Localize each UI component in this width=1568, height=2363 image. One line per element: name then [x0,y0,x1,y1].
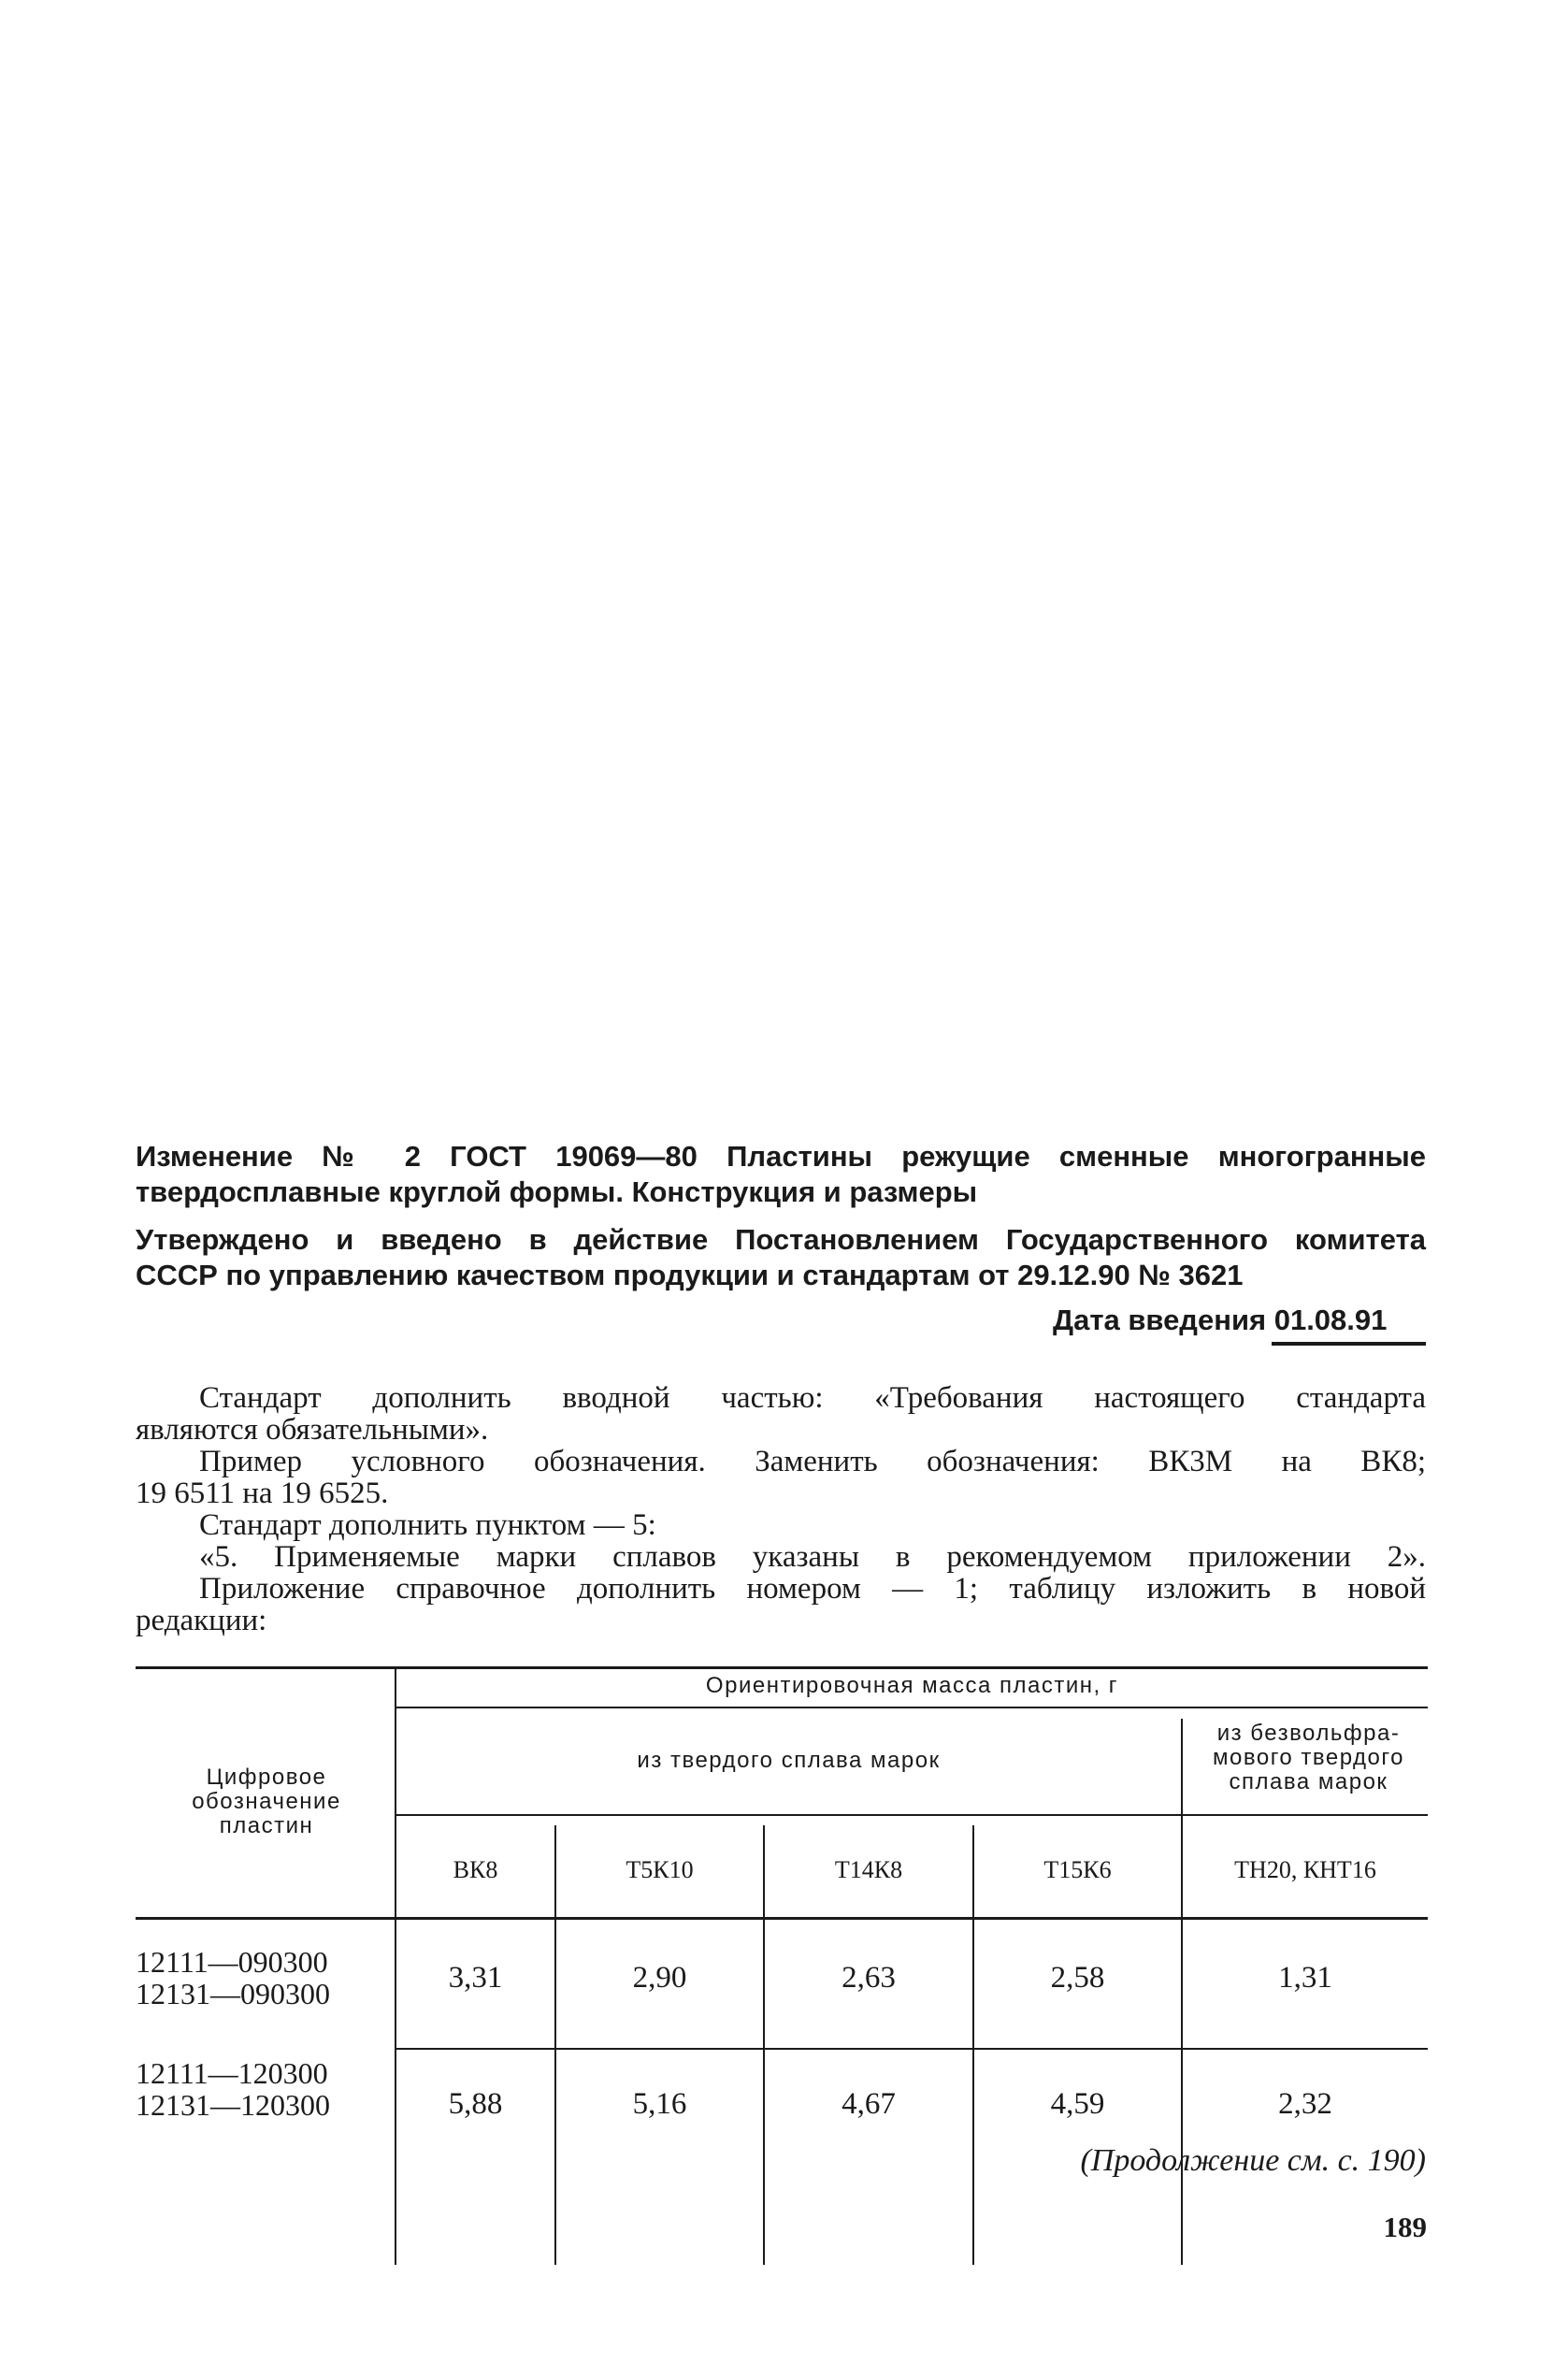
paragraph-1b: являются обязательными». [136,1413,489,1447]
grade-vk8: ВК8 [453,1856,498,1883]
title-line-1: Изменение № 2 ГОСТ 19069—80 Пластины режущие сменные многогранные [136,1140,1426,1173]
table-row-1-tn20: 1,31 [1278,1961,1332,1995]
intro-date: Дата введения 01.08.91 [1053,1304,1388,1336]
approval-line-1: Утверждено и введено в действие Постановлением Государственного комитета [136,1223,1426,1256]
table-row-divider [396,2048,1428,2050]
continued-note: (Продолжение см. с. 190) [1080,2143,1426,2178]
table-row-1-t15k6: 2,58 [1050,1961,1105,1995]
table-row-2-code-b: 12131—120300 [136,2088,330,2122]
col-line-t14k8 [972,1825,974,2265]
table-row-1-code-a: 12111—090300 [136,1945,328,1979]
table-row-1-t5k10: 2,90 [632,1961,687,1995]
table-row-2-t15k6: 4,59 [1050,2087,1105,2121]
table-row-2-vk8: 5,88 [448,2087,503,2121]
approval-statement [136,1222,1426,1293]
body-text [136,1382,1426,1636]
page-number: 189 [1383,2211,1427,2243]
header-code: Цифровое обозначение пластин [192,1765,341,1838]
paragraph-4: «5. Применяемые марки сплавов указаны в рекомендуемом приложении 2». [199,1540,1426,1574]
header-mass-underline [396,1707,1428,1708]
paragraph-1a: Стандарт дополнить вводной частью: «Требования настоящего стандарта [199,1381,1426,1415]
col-line-t5k10 [763,1825,765,2265]
paragraph-5b: редакции: [136,1604,267,1637]
table-row-2-t14k8: 4,67 [842,2087,896,2121]
table-row-2-code-a: 12111—120300 [136,2056,328,2090]
table-row-1-code-b: 12131—090300 [136,1977,330,2010]
grade-tn20-knt16: ТН20, КНТ16 [1234,1856,1376,1883]
title-line-2: твердосплавные круглой формы. Конструкция и размеры [136,1175,978,1208]
approval-line-2: СССР по управлению качеством продукции и стандартам от 29.12.90 № 3621 [136,1259,1244,1291]
table-top-rule [136,1666,1428,1669]
table-row-1-t14k8: 2,63 [842,1961,896,1995]
grade-t14k8: Т14К8 [834,1856,903,1883]
table-row-2-t5k10: 5,16 [632,2087,687,2121]
header-hard-alloy: из твердого сплава марок [637,1748,941,1773]
paragraph-3: Стандарт дополнить пунктом — 5: [199,1508,656,1542]
grade-t15k6: Т15К6 [1043,1856,1112,1883]
paragraph-2a: Пример условного обозначения. Заменить обозначения: ВК3М на ВК8; [199,1445,1426,1478]
col-line-vk8 [554,1825,556,2265]
table-header-bottom-rule [136,1917,1428,1920]
grade-t5k10: Т5К10 [626,1856,694,1883]
header-tungsten-free: из безвольфра- мового твердого сплава марок [1213,1721,1404,1794]
paragraph-2b: 19 6511 на 19 6525. [136,1477,389,1510]
document-title [136,1139,1426,1210]
paragraph-5a: Приложение справочное дополнить номером — 1; таблицу изложить в новой [199,1572,1426,1606]
date-underline [1272,1342,1426,1346]
table-row-1-vk8: 3,31 [448,1961,503,1995]
table-row-2-tn20: 2,32 [1278,2087,1332,2121]
header-mass: Ориентировочная масса пластин, г [705,1673,1119,1698]
header-sub-underline [396,1814,1428,1816]
